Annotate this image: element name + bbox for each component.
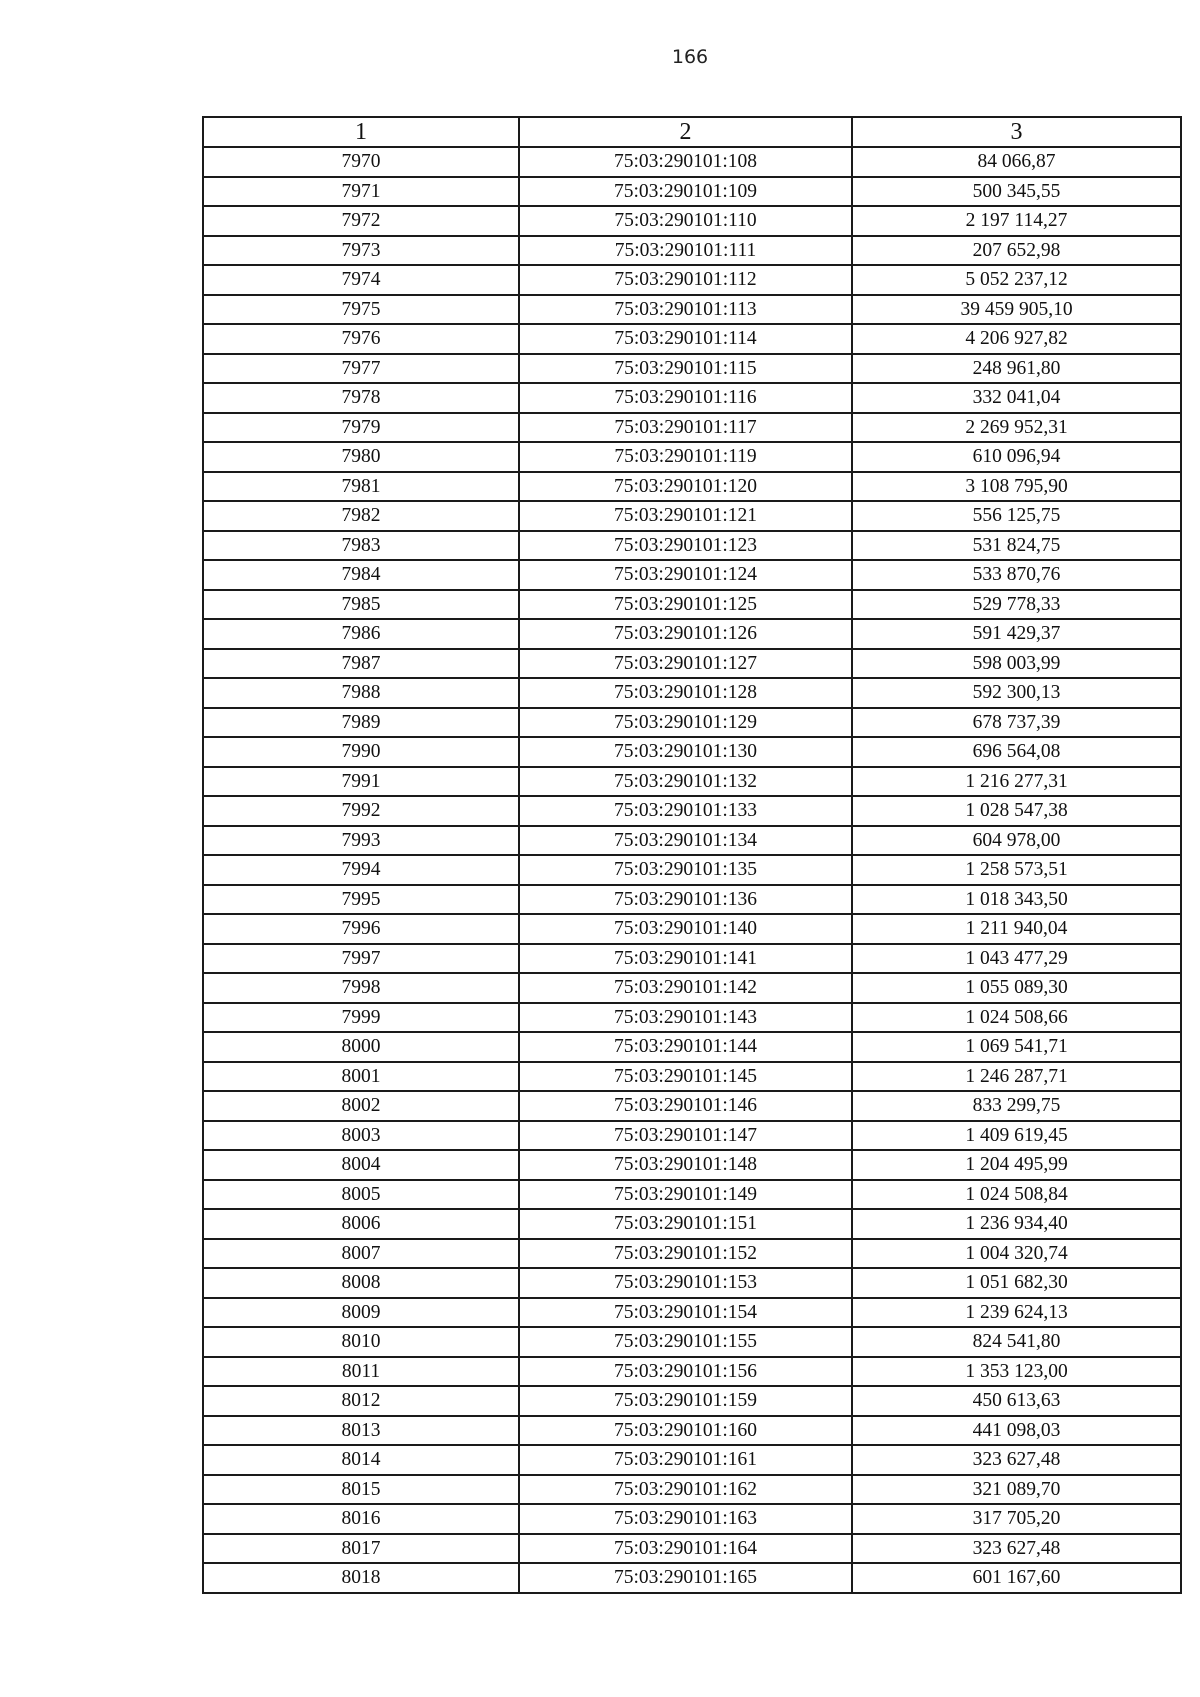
row-number-cell: 7987 <box>203 649 519 679</box>
cadastral-number-cell: 75:03:290101:162 <box>519 1475 852 1505</box>
table-row <box>203 855 1181 885</box>
table-row <box>203 1032 1181 1062</box>
row-number-cell: 7977 <box>203 354 519 384</box>
value-cell: 696 564,08 <box>852 737 1181 767</box>
table-row <box>203 1327 1181 1357</box>
table-row <box>203 1239 1181 1269</box>
row-number-cell: 7985 <box>203 590 519 620</box>
value-cell: 1 069 541,71 <box>852 1032 1181 1062</box>
cadastral-number-cell: 75:03:290101:123 <box>519 531 852 561</box>
row-number-cell: 8001 <box>203 1062 519 1092</box>
table-row <box>203 501 1181 531</box>
page-number: 166 <box>671 46 709 68</box>
table-row <box>203 708 1181 738</box>
value-cell: 84 066,87 <box>852 147 1181 177</box>
table-row <box>203 177 1181 207</box>
value-cell: 1 055 089,30 <box>852 973 1181 1003</box>
table-row <box>203 236 1181 266</box>
cadastral-number-cell: 75:03:290101:160 <box>519 1416 852 1446</box>
cadastral-number-cell: 75:03:290101:114 <box>519 324 852 354</box>
table-row <box>203 1180 1181 1210</box>
table-row <box>203 1062 1181 1092</box>
cadastral-number-cell: 75:03:290101:161 <box>519 1445 852 1475</box>
cadastral-number-cell: 75:03:290101:121 <box>519 501 852 531</box>
table-row <box>203 413 1181 443</box>
row-number-cell: 7989 <box>203 708 519 738</box>
cadastral-number-cell: 75:03:290101:117 <box>519 413 852 443</box>
table-row <box>203 354 1181 384</box>
row-number-cell: 8008 <box>203 1268 519 1298</box>
row-number-cell: 7971 <box>203 177 519 207</box>
value-cell: 533 870,76 <box>852 560 1181 590</box>
data-table <box>202 116 1182 1594</box>
row-number-cell: 8012 <box>203 1386 519 1416</box>
value-cell: 601 167,60 <box>852 1563 1181 1593</box>
value-cell: 500 345,55 <box>852 177 1181 207</box>
value-cell: 833 299,75 <box>852 1091 1181 1121</box>
cadastral-number-cell: 75:03:290101:116 <box>519 383 852 413</box>
value-cell: 598 003,99 <box>852 649 1181 679</box>
cadastral-number-cell: 75:03:290101:136 <box>519 885 852 915</box>
cadastral-number-cell: 75:03:290101:164 <box>519 1534 852 1564</box>
table-row <box>203 1150 1181 1180</box>
row-number-cell: 8010 <box>203 1327 519 1357</box>
cadastral-number-cell: 75:03:290101:126 <box>519 619 852 649</box>
cadastral-number-cell: 75:03:290101:112 <box>519 265 852 295</box>
value-cell: 5 052 237,12 <box>852 265 1181 295</box>
cadastral-number-cell: 75:03:290101:152 <box>519 1239 852 1269</box>
row-number-cell: 7992 <box>203 796 519 826</box>
row-number-cell: 7970 <box>203 147 519 177</box>
cadastral-number-cell: 75:03:290101:156 <box>519 1357 852 1387</box>
table-body <box>203 147 1181 1593</box>
row-number-cell: 7991 <box>203 767 519 797</box>
row-number-cell: 8014 <box>203 1445 519 1475</box>
value-cell: 604 978,00 <box>852 826 1181 856</box>
value-cell: 1 024 508,84 <box>852 1180 1181 1210</box>
row-number-cell: 7999 <box>203 1003 519 1033</box>
value-cell: 317 705,20 <box>852 1504 1181 1534</box>
cadastral-number-cell: 75:03:290101:115 <box>519 354 852 384</box>
cadastral-number-cell: 75:03:290101:119 <box>519 442 852 472</box>
row-number-cell: 7986 <box>203 619 519 649</box>
table-row <box>203 531 1181 561</box>
cadastral-number-cell: 75:03:290101:159 <box>519 1386 852 1416</box>
table-row <box>203 206 1181 236</box>
cadastral-number-cell: 75:03:290101:140 <box>519 914 852 944</box>
cadastral-number-cell: 75:03:290101:148 <box>519 1150 852 1180</box>
row-number-cell: 8016 <box>203 1504 519 1534</box>
cadastral-number-cell: 75:03:290101:133 <box>519 796 852 826</box>
row-number-cell: 8004 <box>203 1150 519 1180</box>
table-row <box>203 1386 1181 1416</box>
row-number-cell: 7997 <box>203 944 519 974</box>
table-row <box>203 1003 1181 1033</box>
value-cell: 1 409 619,45 <box>852 1121 1181 1151</box>
row-number-cell: 8005 <box>203 1180 519 1210</box>
row-number-cell: 8018 <box>203 1563 519 1593</box>
cadastral-number-cell: 75:03:290101:132 <box>519 767 852 797</box>
cadastral-number-cell: 75:03:290101:154 <box>519 1298 852 1328</box>
value-cell: 248 961,80 <box>852 354 1181 384</box>
table-row <box>203 1091 1181 1121</box>
row-number-cell: 7994 <box>203 855 519 885</box>
row-number-cell: 8002 <box>203 1091 519 1121</box>
table-row <box>203 383 1181 413</box>
value-cell: 1 236 934,40 <box>852 1209 1181 1239</box>
row-number-cell: 7993 <box>203 826 519 856</box>
data-table-container <box>202 116 1180 1594</box>
row-number-cell: 8017 <box>203 1534 519 1564</box>
cadastral-number-cell: 75:03:290101:110 <box>519 206 852 236</box>
value-cell: 3 108 795,90 <box>852 472 1181 502</box>
cadastral-number-cell: 75:03:290101:165 <box>519 1563 852 1593</box>
table-row <box>203 295 1181 325</box>
cadastral-number-cell: 75:03:290101:146 <box>519 1091 852 1121</box>
column-header-1: 1 <box>203 117 519 147</box>
cadastral-number-cell: 75:03:290101:147 <box>519 1121 852 1151</box>
table-row <box>203 1298 1181 1328</box>
value-cell: 39 459 905,10 <box>852 295 1181 325</box>
value-cell: 207 652,98 <box>852 236 1181 266</box>
row-number-cell: 7978 <box>203 383 519 413</box>
value-cell: 1 239 624,13 <box>852 1298 1181 1328</box>
cadastral-number-cell: 75:03:290101:142 <box>519 973 852 1003</box>
value-cell: 1 211 940,04 <box>852 914 1181 944</box>
row-number-cell: 7996 <box>203 914 519 944</box>
table-row <box>203 1209 1181 1239</box>
cadastral-number-cell: 75:03:290101:130 <box>519 737 852 767</box>
table-row <box>203 590 1181 620</box>
value-cell: 1 004 320,74 <box>852 1239 1181 1269</box>
value-cell: 2 197 114,27 <box>852 206 1181 236</box>
row-number-cell: 8000 <box>203 1032 519 1062</box>
value-cell: 824 541,80 <box>852 1327 1181 1357</box>
cadastral-number-cell: 75:03:290101:151 <box>519 1209 852 1239</box>
table-row <box>203 737 1181 767</box>
value-cell: 1 018 343,50 <box>852 885 1181 915</box>
table-row <box>203 649 1181 679</box>
row-number-cell: 8006 <box>203 1209 519 1239</box>
value-cell: 450 613,63 <box>852 1386 1181 1416</box>
cadastral-number-cell: 75:03:290101:143 <box>519 1003 852 1033</box>
row-number-cell: 8003 <box>203 1121 519 1151</box>
value-cell: 1 028 547,38 <box>852 796 1181 826</box>
value-cell: 529 778,33 <box>852 590 1181 620</box>
value-cell: 1 024 508,66 <box>852 1003 1181 1033</box>
cadastral-number-cell: 75:03:290101:127 <box>519 649 852 679</box>
value-cell: 4 206 927,82 <box>852 324 1181 354</box>
table-row <box>203 826 1181 856</box>
row-number-cell: 7980 <box>203 442 519 472</box>
cadastral-number-cell: 75:03:290101:155 <box>519 1327 852 1357</box>
cadastral-number-cell: 75:03:290101:108 <box>519 147 852 177</box>
value-cell: 1 246 287,71 <box>852 1062 1181 1092</box>
row-number-cell: 7974 <box>203 265 519 295</box>
table-row <box>203 1357 1181 1387</box>
value-cell: 1 353 123,00 <box>852 1357 1181 1387</box>
row-number-cell: 7982 <box>203 501 519 531</box>
row-number-cell: 7979 <box>203 413 519 443</box>
table-row <box>203 767 1181 797</box>
cadastral-number-cell: 75:03:290101:145 <box>519 1062 852 1092</box>
table-row <box>203 265 1181 295</box>
cadastral-number-cell: 75:03:290101:120 <box>519 472 852 502</box>
table-row <box>203 472 1181 502</box>
cadastral-number-cell: 75:03:290101:141 <box>519 944 852 974</box>
table-row <box>203 560 1181 590</box>
value-cell: 1 043 477,29 <box>852 944 1181 974</box>
table-row <box>203 1268 1181 1298</box>
row-number-cell: 7981 <box>203 472 519 502</box>
row-number-cell: 7975 <box>203 295 519 325</box>
cadastral-number-cell: 75:03:290101:109 <box>519 177 852 207</box>
value-cell: 556 125,75 <box>852 501 1181 531</box>
table-row <box>203 1121 1181 1151</box>
table-row <box>203 973 1181 1003</box>
cadastral-number-cell: 75:03:290101:134 <box>519 826 852 856</box>
row-number-cell: 7998 <box>203 973 519 1003</box>
row-number-cell: 7976 <box>203 324 519 354</box>
table-row <box>203 914 1181 944</box>
value-cell: 323 627,48 <box>852 1445 1181 1475</box>
row-number-cell: 7995 <box>203 885 519 915</box>
row-number-cell: 7983 <box>203 531 519 561</box>
cadastral-number-cell: 75:03:290101:124 <box>519 560 852 590</box>
table-header-row <box>203 117 1181 147</box>
table-row <box>203 1504 1181 1534</box>
cadastral-number-cell: 75:03:290101:149 <box>519 1180 852 1210</box>
cadastral-number-cell: 75:03:290101:129 <box>519 708 852 738</box>
table-row <box>203 944 1181 974</box>
value-cell: 610 096,94 <box>852 442 1181 472</box>
table-row <box>203 678 1181 708</box>
row-number-cell: 8015 <box>203 1475 519 1505</box>
row-number-cell: 8013 <box>203 1416 519 1446</box>
value-cell: 1 204 495,99 <box>852 1150 1181 1180</box>
value-cell: 332 041,04 <box>852 383 1181 413</box>
value-cell: 321 089,70 <box>852 1475 1181 1505</box>
cadastral-number-cell: 75:03:290101:163 <box>519 1504 852 1534</box>
value-cell: 1 216 277,31 <box>852 767 1181 797</box>
row-number-cell: 8011 <box>203 1357 519 1387</box>
column-header-2: 2 <box>519 117 852 147</box>
table-row <box>203 1416 1181 1446</box>
value-cell: 1 051 682,30 <box>852 1268 1181 1298</box>
row-number-cell: 7984 <box>203 560 519 590</box>
row-number-cell: 7973 <box>203 236 519 266</box>
value-cell: 592 300,13 <box>852 678 1181 708</box>
table-row <box>203 1563 1181 1593</box>
cadastral-number-cell: 75:03:290101:135 <box>519 855 852 885</box>
table-row <box>203 619 1181 649</box>
value-cell: 591 429,37 <box>852 619 1181 649</box>
cadastral-number-cell: 75:03:290101:113 <box>519 295 852 325</box>
value-cell: 678 737,39 <box>852 708 1181 738</box>
cadastral-number-cell: 75:03:290101:111 <box>519 236 852 266</box>
cadastral-number-cell: 75:03:290101:144 <box>519 1032 852 1062</box>
table-row <box>203 147 1181 177</box>
cadastral-number-cell: 75:03:290101:153 <box>519 1268 852 1298</box>
table-row <box>203 324 1181 354</box>
value-cell: 2 269 952,31 <box>852 413 1181 443</box>
table-row <box>203 442 1181 472</box>
table-row <box>203 885 1181 915</box>
cadastral-number-cell: 75:03:290101:125 <box>519 590 852 620</box>
value-cell: 1 258 573,51 <box>852 855 1181 885</box>
table-header <box>203 117 1181 147</box>
cadastral-number-cell: 75:03:290101:128 <box>519 678 852 708</box>
table-row <box>203 1445 1181 1475</box>
row-number-cell: 8009 <box>203 1298 519 1328</box>
table-row <box>203 1534 1181 1564</box>
row-number-cell: 7988 <box>203 678 519 708</box>
value-cell: 441 098,03 <box>852 1416 1181 1446</box>
value-cell: 531 824,75 <box>852 531 1181 561</box>
column-header-3: 3 <box>852 117 1181 147</box>
row-number-cell: 7990 <box>203 737 519 767</box>
row-number-cell: 8007 <box>203 1239 519 1269</box>
value-cell: 323 627,48 <box>852 1534 1181 1564</box>
table-row <box>203 1475 1181 1505</box>
table-row <box>203 796 1181 826</box>
row-number-cell: 7972 <box>203 206 519 236</box>
